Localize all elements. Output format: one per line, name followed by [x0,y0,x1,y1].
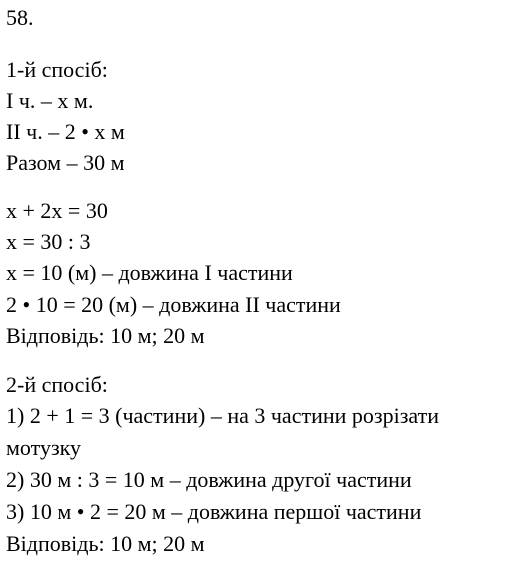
method1-answer: Відповідь: 10 м; 20 м [6,323,205,348]
method2-answer: Відповідь: 10 м; 20 м [6,531,205,556]
method1-condition-3: Разом – 30 м [6,150,125,175]
method1-condition-2: II ч. – 2 • х м [6,119,125,144]
method1-equation-4: 2 • 10 = 20 (м) – довжина II частини [6,292,341,317]
method2-heading: 2-й спосіб: [6,372,108,397]
method1-equation-1: х + 2х = 30 [6,198,108,223]
method2-step-1: 1) 2 + 1 = 3 (частини) – на 3 частини розрізати [6,403,439,428]
method2-step-1-continued: мотузку [6,435,82,460]
method1-heading: 1-й спосіб: [6,57,108,82]
method1-equation-2: х = 30 : 3 [6,229,91,254]
method1-equation-3: х = 10 (м) – довжина I частини [6,260,293,285]
method1-condition-1: I ч. – х м. [6,88,94,113]
problem-number: 58. [6,5,34,30]
method2-step-3: 3) 10 м • 2 = 20 м – довжина першої частини [6,499,422,524]
method2-step-2: 2) 30 м : 3 = 10 м – довжина другої частини [6,467,412,492]
